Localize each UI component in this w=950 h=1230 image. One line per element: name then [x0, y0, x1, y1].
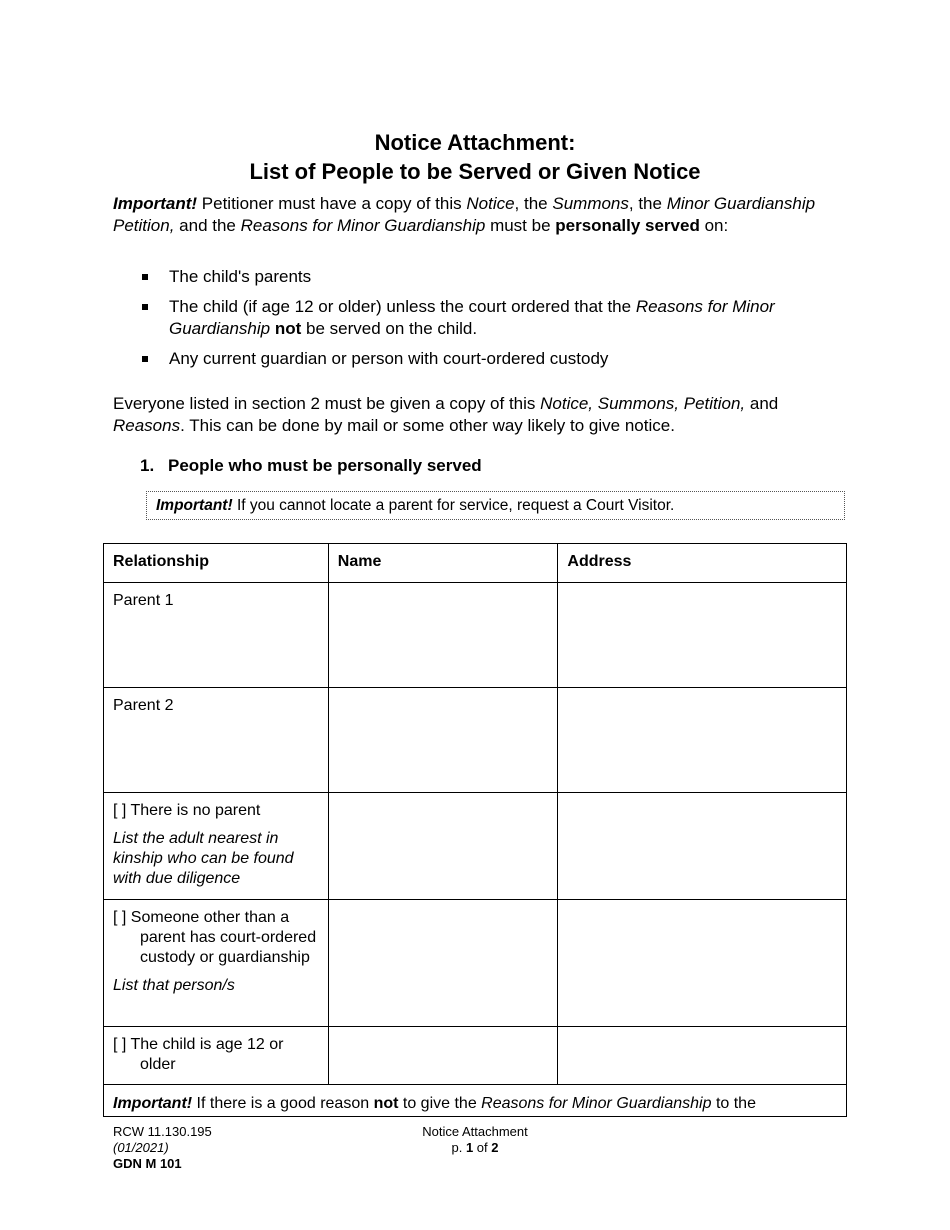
- row-text-2: to give the: [398, 1095, 482, 1112]
- checkbox-icon[interactable]: [ ]: [113, 909, 127, 926]
- intro-text-6: on:: [699, 216, 729, 235]
- no-parent-hint: List the adult nearest in kinship who can be found with due diligence: [113, 830, 294, 887]
- intro-text-5: must be: [485, 216, 556, 235]
- everyone-italic-2: Reasons: [113, 416, 181, 435]
- child-12-option[interactable]: [113, 1035, 320, 1075]
- relationship-parent-1: Parent 1: [104, 583, 329, 688]
- address-field[interactable]: [558, 583, 847, 688]
- relationship-child-12: [104, 1027, 329, 1085]
- row-text-1: If there is a good reason: [192, 1095, 374, 1112]
- row-text-3: to the: [711, 1095, 756, 1112]
- everyone-italic-1: Notice, Summons, Petition,: [540, 394, 746, 413]
- intro-reasons: Reasons for Minor Guardianship: [240, 216, 486, 235]
- court-visitor-note: [146, 491, 845, 520]
- no-parent-label: There is no parent: [130, 802, 261, 819]
- everyone-text-1: Everyone listed in section 2 must be given a copy of this: [113, 394, 541, 413]
- custody-label: Someone other than a parent has court-ordered custody or guardianship: [130, 909, 317, 966]
- header-address: Address: [558, 544, 847, 583]
- bullet-item: [113, 348, 838, 370]
- intro-text-1: Petitioner must have a copy of this: [197, 194, 467, 213]
- served-people-table: [103, 543, 847, 1085]
- intro-text-4: and the: [174, 216, 241, 235]
- footer-page-info: [375, 1124, 575, 1156]
- section-heading-text: People who must be personally served: [168, 456, 482, 475]
- relationship-no-parent: [104, 793, 329, 900]
- footer-doc-name: Notice Attachment: [422, 1124, 528, 1139]
- intro-notice: Notice: [466, 194, 515, 213]
- bullet-item: [113, 266, 838, 288]
- square-bullet-icon: [142, 356, 148, 362]
- name-field[interactable]: [328, 900, 558, 1027]
- page-of: of: [473, 1140, 492, 1155]
- custody-hint: List that person/s: [113, 977, 235, 994]
- address-field[interactable]: [558, 688, 847, 793]
- name-field[interactable]: [328, 793, 558, 900]
- table-row: [104, 1027, 847, 1085]
- reasons-important-row: [103, 1085, 847, 1117]
- intro-summons: Summons: [552, 194, 629, 213]
- row-not-bold: not: [373, 1095, 399, 1112]
- name-field[interactable]: [328, 1027, 558, 1085]
- table-row: [104, 793, 847, 900]
- intro-personally-served: personally served: [555, 216, 700, 235]
- table-row: [104, 688, 847, 793]
- footer-form-number: GDN M 101: [113, 1156, 182, 1171]
- intro-text-2: , the: [514, 194, 553, 213]
- footer-page-number: [375, 1140, 575, 1156]
- section-1-heading: [140, 455, 482, 477]
- custody-option[interactable]: [113, 908, 320, 968]
- footer-form-info: [113, 1124, 212, 1172]
- bullet-bold-text: not: [274, 319, 302, 338]
- page-title: [0, 128, 950, 186]
- bullet-text: be served on the child.: [301, 319, 478, 338]
- page-current: 1: [465, 1140, 474, 1155]
- title-line-2: List of People to be Served or Given Notice: [249, 159, 701, 184]
- address-field[interactable]: [558, 793, 847, 900]
- table-row: [104, 900, 847, 1027]
- bullet-text: The child's parents: [169, 267, 312, 286]
- page-prefix: p.: [451, 1140, 466, 1155]
- square-bullet-icon: [142, 274, 148, 280]
- section-number: 1.: [140, 456, 155, 475]
- intro-petition: Minor Guardianship Petition,: [113, 194, 816, 235]
- everyone-text-3: . This can be done by mail or some other way likely to give notice.: [180, 416, 675, 435]
- bullet-item: [113, 296, 838, 340]
- header-relationship: Relationship: [104, 544, 329, 583]
- everyone-text-2: and: [745, 394, 779, 413]
- footer-rcw: RCW 11.130.195: [113, 1124, 212, 1139]
- name-field[interactable]: [328, 583, 558, 688]
- bullet-text: The child (if age 12 or older) unless the court ordered that the: [169, 297, 636, 316]
- page-total: 2: [491, 1140, 499, 1155]
- table-row: [104, 583, 847, 688]
- intro-important-label: Important!: [113, 194, 198, 213]
- note-important-label: Important!: [156, 497, 233, 514]
- intro-text-3: , the: [628, 194, 667, 213]
- header-name: Name: [328, 544, 558, 583]
- relationship-parent-2: Parent 2: [104, 688, 329, 793]
- checkbox-icon[interactable]: [ ]: [113, 802, 127, 819]
- note-text: If you cannot locate a parent for service, request a Court Visitor.: [232, 497, 675, 514]
- no-parent-option[interactable]: [113, 801, 320, 821]
- bullet-italic-text: Reasons for Minor Guardianship: [169, 297, 775, 338]
- name-field[interactable]: [328, 688, 558, 793]
- square-bullet-icon: [142, 304, 148, 310]
- service-bullet-list: [113, 266, 838, 378]
- checkbox-icon[interactable]: [ ]: [113, 1036, 127, 1053]
- address-field[interactable]: [558, 900, 847, 1027]
- child-12-label: The child is age 12 or older: [130, 1036, 284, 1073]
- row-reasons-italic: Reasons for Minor Guardianship: [481, 1095, 712, 1112]
- row-important-label: Important!: [113, 1095, 193, 1112]
- bullet-text: Any current guardian or person with court-ordered custody: [169, 349, 609, 368]
- relationship-custody: [104, 900, 329, 1027]
- title-line-1: Notice Attachment:: [374, 130, 576, 155]
- intro-paragraph: [113, 193, 838, 237]
- everyone-paragraph: [113, 393, 838, 437]
- table-header-row: [104, 544, 847, 583]
- footer-date: (01/2021): [113, 1140, 169, 1155]
- address-field[interactable]: [558, 1027, 847, 1085]
